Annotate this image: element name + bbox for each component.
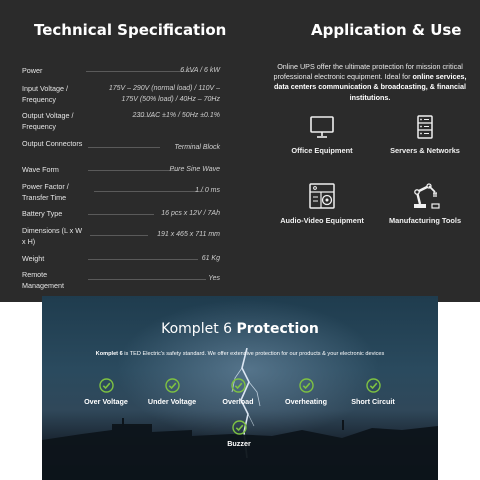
app-item-audio-video-equipment xyxy=(272,180,372,225)
protection-description-text: is TED Electric's safety standard. We offer extensive protection for our products & your electronic devices xyxy=(122,351,385,357)
spec-divider xyxy=(88,170,178,171)
spec-row xyxy=(22,182,220,206)
spec-label: Weight xyxy=(22,254,45,263)
spec-label: Battery Type xyxy=(22,209,63,218)
spec-label: Power Factor / Transfer Time xyxy=(22,182,69,202)
spec-value: 230 VAC ±1% / 50Hz ±0.1% xyxy=(132,112,220,119)
spec-row xyxy=(22,270,220,294)
check-circle-icon xyxy=(232,420,247,435)
spec-divider xyxy=(88,259,198,260)
check-circle-icon xyxy=(231,378,246,393)
spec-label: Wave Form xyxy=(22,165,59,174)
monitor-icon xyxy=(309,114,335,140)
spec-row xyxy=(22,111,220,135)
spec-label: Input Voltage / Frequency xyxy=(22,84,68,104)
app-item-manufacturing-tools xyxy=(380,180,470,225)
spec-value: Pure Sine Wave xyxy=(169,166,220,173)
app-item-label: Servers & Networks xyxy=(390,146,460,155)
spec-value: 1 / 0 ms xyxy=(195,187,220,194)
check-circle-icon xyxy=(99,378,114,393)
robot-arm-icon xyxy=(409,180,441,210)
av-equipment-icon xyxy=(307,180,337,210)
spec-value: Terminal Block xyxy=(174,144,220,151)
app-item-servers-networks xyxy=(380,114,470,155)
protection-description xyxy=(42,351,438,357)
app-item-label: Office Equipment xyxy=(291,146,353,155)
spec-label: Dimensions (L x W x H) xyxy=(22,226,83,246)
spec-divider xyxy=(88,147,160,148)
spec-value: 191 x 465 x 711 mm xyxy=(157,231,220,238)
protection-description-bold: Komplet 6 xyxy=(95,351,123,357)
spec-divider xyxy=(88,279,206,280)
feature-label: Short Circuit xyxy=(351,397,395,406)
spec-title: Technical Specification xyxy=(34,21,227,39)
application-description xyxy=(268,62,472,103)
feature-buzzer xyxy=(199,420,279,448)
feature-label: Overheating xyxy=(285,397,327,406)
spec-label: Power xyxy=(22,66,43,75)
spec-value: 16 pcs x 12V / 7Ah xyxy=(161,210,220,217)
check-circle-icon xyxy=(366,378,381,393)
spec-value: Yes xyxy=(208,275,220,282)
spec-divider xyxy=(88,214,154,215)
spec-label: Remote Management xyxy=(22,270,64,290)
application-description-bold: online services, data centers communication & broadcasting, & financial institutions. xyxy=(273,72,467,102)
spec-divider xyxy=(94,191,204,192)
spec-row xyxy=(22,226,220,250)
application-title: Application & Use xyxy=(311,21,462,39)
app-item-label: Manufacturing Tools xyxy=(388,216,462,225)
check-circle-icon xyxy=(299,378,314,393)
spec-value: 61 Kg xyxy=(201,255,220,262)
server-rack-icon xyxy=(412,114,438,140)
feature-label: Buzzer xyxy=(227,439,251,448)
spec-divider xyxy=(90,235,148,236)
protection-banner xyxy=(42,296,438,480)
application-description-text: Online UPS offer the ultimate protection for mission critical professional electronic equipment. Ideal for xyxy=(273,62,463,82)
spec-value: 6 kVA / 6 kW xyxy=(180,67,220,74)
feature-label: Overload xyxy=(222,397,254,406)
check-circle-icon xyxy=(165,378,180,393)
spec-label: Output Voltage / Frequency xyxy=(22,111,74,131)
feature-short-circuit xyxy=(333,378,413,406)
app-item-office-equipment xyxy=(276,114,368,155)
feature-label: Under Voltage xyxy=(147,397,197,406)
spec-divider xyxy=(86,71,194,72)
protection-title-plain: Komplet 6 xyxy=(161,321,237,337)
app-item-label: Audio-Video Equipment xyxy=(280,216,364,225)
spec-label: Output Connectors xyxy=(22,139,83,148)
protection-title xyxy=(42,321,438,337)
spec-row xyxy=(22,139,220,163)
spec-row xyxy=(22,84,220,108)
feature-label: Over Voltage xyxy=(84,397,128,406)
spec-value: 175V – 290V (normal load) / 110V – 175V (50% load) / 40Hz – 70Hz xyxy=(108,85,220,103)
protection-title-bold: Protection xyxy=(236,321,319,337)
